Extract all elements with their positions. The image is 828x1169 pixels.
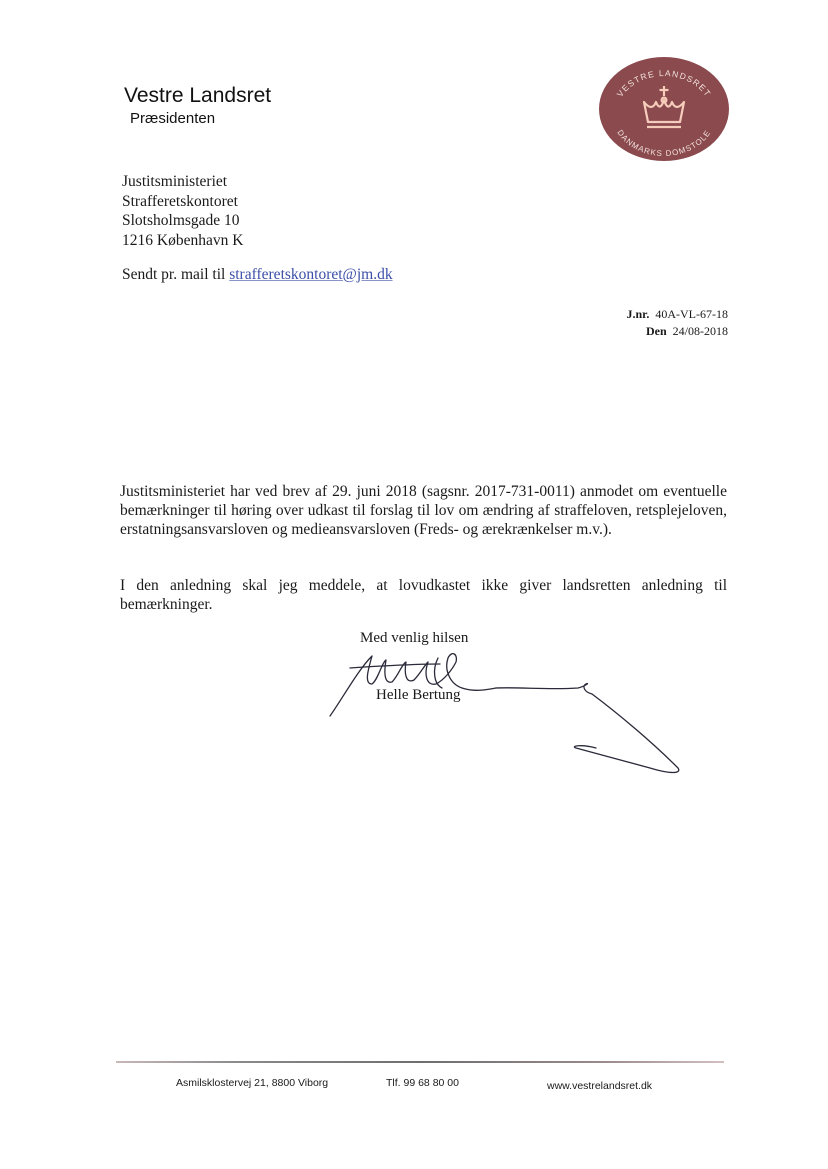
court-seal xyxy=(598,56,730,162)
footer-website[interactable]: www.vestrelandsret.dk xyxy=(547,1080,653,1092)
letter-date: 24/08-2018 xyxy=(672,324,728,338)
sent-note xyxy=(122,266,393,284)
recipient-address xyxy=(122,172,243,250)
footer-address: Asmilsklostervej 21, 8800 Viborg xyxy=(176,1077,329,1089)
department-name: Præsidenten xyxy=(130,110,216,127)
recipient-line: 1216 København K xyxy=(122,231,244,249)
journal-number: 40A-VL-67-18 xyxy=(655,307,728,321)
court-name: Vestre Landsret xyxy=(124,84,272,107)
seal-bottom-text: DANMARKS DOMSTOLE xyxy=(615,128,713,159)
reference-block xyxy=(626,306,728,340)
email-link[interactable]: strafferetskontoret@jm.dk xyxy=(229,266,393,283)
recipient-line: Strafferetskontoret xyxy=(122,192,238,210)
signer-name: Helle Bertung xyxy=(376,687,461,703)
footer-divider xyxy=(116,1061,724,1063)
recipient-line: Slotsholmsgade 10 xyxy=(122,212,240,229)
closing-greeting: Med venlig hilsen xyxy=(360,630,469,646)
body-paragraph: I den anledning skal jeg meddele, at lovudkastet ikke giver landsretten anledning til bemærkninger. xyxy=(120,577,727,613)
body-paragraph: Justitsministeriet har ved brev af 29. juni 2018 (sagsnr. 2017-731-0011) anmodet om eventuelle bemærkninger til høring over udkast til forslag til lov om ændring af straffeloven, retsplejeloven, erstatningsansvarsloven og medieansvarsloven (Freds- og ærekrænkelser m.v.). xyxy=(120,483,727,538)
handwritten-signature xyxy=(320,640,690,780)
recipient-line: Justitsministeriet xyxy=(122,173,228,190)
journal-label: J.nr. xyxy=(626,307,650,321)
seal-top-text: VESTRE LANDSRET xyxy=(614,67,714,99)
sent-note-prefix: Sendt pr. mail til xyxy=(122,266,226,283)
date-label: Den xyxy=(645,324,667,338)
footer-phone: Tlf. 99 68 80 00 xyxy=(386,1077,459,1089)
